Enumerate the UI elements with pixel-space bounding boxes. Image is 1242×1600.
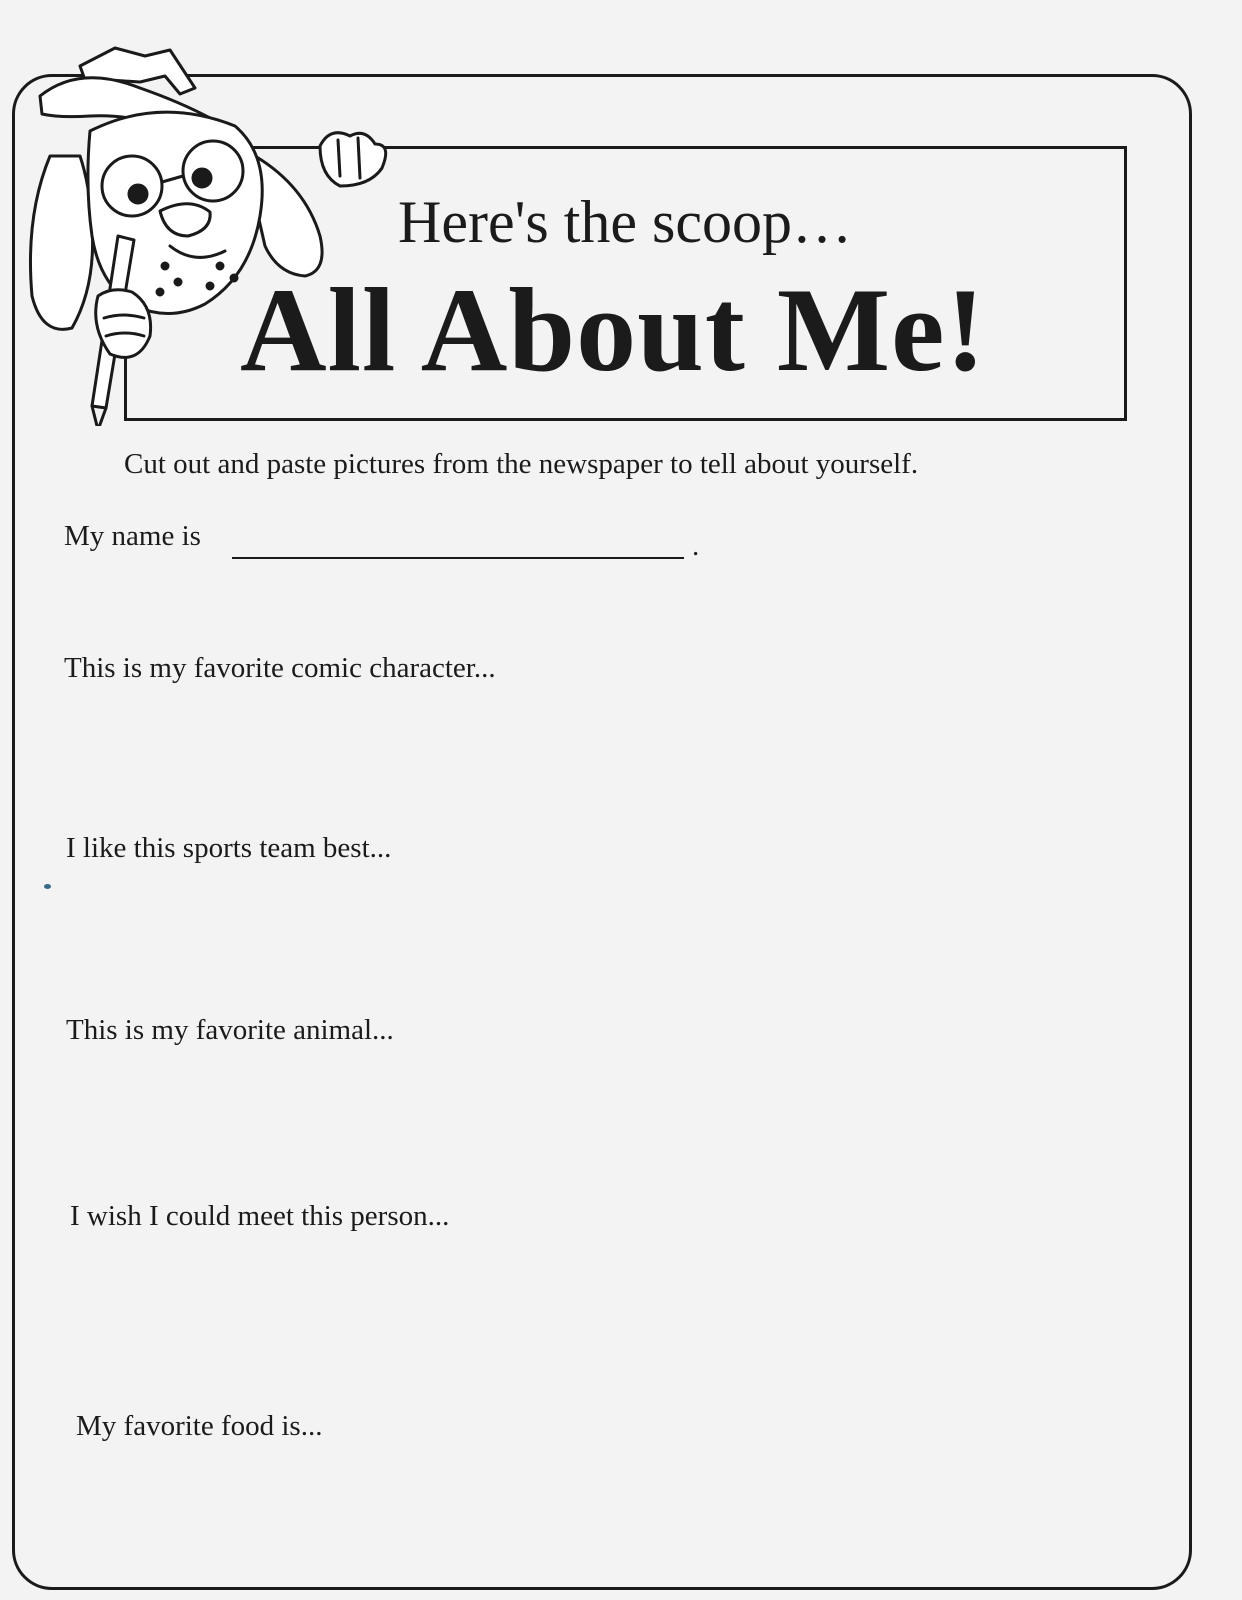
name-period: . — [692, 530, 700, 562]
name-prompt-label: My name is — [64, 520, 201, 552]
prompt-meet-person: I wish I could meet this person... — [70, 1200, 450, 1232]
prompt-comic-character: This is my favorite comic character... — [64, 652, 496, 684]
prompt-favorite-animal: This is my favorite animal... — [66, 1014, 394, 1046]
prompt-sports-team: I like this sports team best... — [66, 832, 392, 864]
name-input-line[interactable] — [232, 557, 684, 559]
page-title: All About Me! — [240, 263, 987, 396]
instructions-text: Cut out and paste pictures from the newspaper to tell about yourself. — [124, 448, 919, 480]
prompt-favorite-food: My favorite food is... — [76, 1410, 323, 1442]
header-subtitle: Here's the scoop… — [398, 189, 853, 255]
ink-mark — [44, 884, 51, 889]
